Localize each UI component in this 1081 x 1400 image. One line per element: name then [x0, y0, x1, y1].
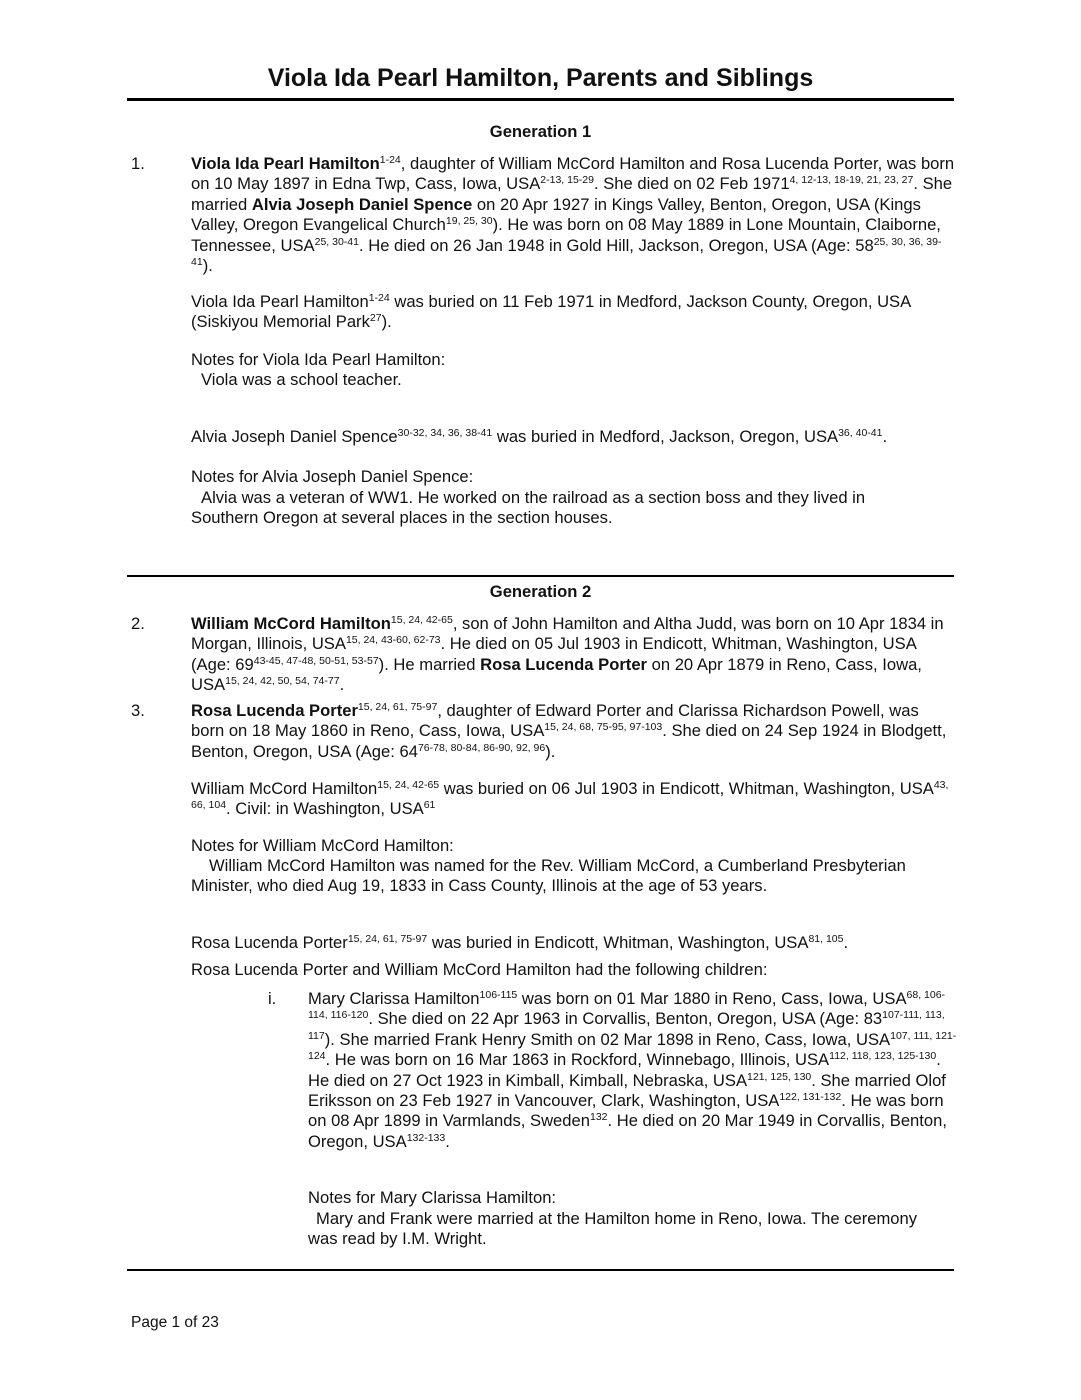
entry-text: , daughter of William McCord Hamilton and Rosa Lucenda Porter, was born on 10 May 1897 in Edna Twp, Cass, Iowa, USA	[191, 154, 955, 194]
notes-william-line: William McCord Hamilton was named for the Rev. William McCord, a Cumberland Presbyterian	[209, 856, 906, 875]
source-ref: 15, 24, 43-60, 62-73	[345, 634, 441, 647]
entry-text: ). He was born on 08 May 1889 in Lone Mountain, Claiborne, Tennessee, USA	[191, 215, 941, 255]
entry-text: .	[882, 427, 888, 446]
source-ref: 68, 106-114, 116-120	[308, 989, 946, 1022]
bottom-rule	[127, 1269, 954, 1271]
entry-text: . She died on 22 Apr 1963 in Corvallis, Benton, Oregon, USA (Age: 83	[368, 1009, 883, 1029]
person-name: William McCord Hamilton	[191, 779, 378, 798]
child-entry-mary	[308, 989, 958, 1152]
entry-text: . He died on 05 Jul 1903 in Endicott, Whitman, Washington, USA (Age: 69	[191, 634, 916, 674]
entry-number-1: 1.	[131, 154, 145, 173]
entry-text: on 20 Apr 1927 in Kings Valley, Benton, Oregon, USA (Kings Valley, Oregon Evangelical Church	[191, 194, 921, 235]
title-rule	[127, 98, 954, 101]
child-number: i.	[268, 989, 277, 1008]
notes-alvia-line: Southern Oregon at several places in the section houses.	[191, 508, 613, 527]
notes-mary-line: Mary and Frank were married at the Hamilton home in Reno, Iowa. The ceremony	[316, 1209, 918, 1228]
source-ref: 36, 40-41	[838, 427, 883, 439]
source-ref: 1-24	[379, 154, 401, 166]
person-name: Rosa Lucenda Porter	[191, 933, 348, 952]
entry-text: ).	[381, 312, 392, 332]
entry-text: . He was born on 16 Mar 1863 in Rockford, Winnebago, Illinois, USA	[325, 1050, 830, 1070]
person-name: Alvia Joseph Daniel Spence	[191, 427, 398, 446]
entry-william	[191, 614, 955, 696]
person-name: Rosa Lucenda Porter	[191, 701, 358, 720]
entry-text: , daughter of Edward Porter and Clarissa Richardson Powell, was born on 18 May 1860 in Reno, Cass, Iowa, USA	[191, 701, 919, 741]
entry-text: ). He married	[378, 654, 481, 674]
entry-text: was buried on 11 Feb 1971 in Medford, Jackson County, Oregon, USA (Siskiyou Memorial Park	[191, 292, 911, 332]
entry-text: . He died on 20 Mar 1949 in Corvallis, Benton, Oregon, USA	[308, 1111, 947, 1151]
entry-text: . She died on 02 Feb 1971	[594, 174, 790, 194]
person-name: Mary Clarissa Hamilton	[308, 989, 480, 1008]
entry-number-2: 2.	[131, 614, 145, 633]
children-intro: Rosa Lucenda Porter and William McCord Hamilton had the following children:	[191, 960, 768, 979]
source-ref: 27	[369, 312, 382, 325]
generation-1-heading: Generation 1	[489, 122, 592, 141]
entry-viola	[191, 154, 955, 276]
source-ref: 76-78, 80-84, 86-90, 92, 96	[417, 741, 546, 754]
entry-text: .	[339, 675, 345, 695]
notes-viola-text: Viola was a school teacher.	[201, 370, 402, 389]
notes-alvia-heading: Notes for Alvia Joseph Daniel Spence:	[191, 467, 474, 486]
entry-text: was buried on 06 Jul 1903 in Endicott, Whitman, Washington, USA	[439, 779, 934, 798]
source-ref: 43, 66, 104	[191, 779, 949, 812]
entry-text: . Civil: in Washington, USA	[226, 799, 424, 819]
notes-viola-heading: Notes for Viola Ida Pearl Hamilton:	[191, 350, 446, 369]
page-title: Viola Ida Pearl Hamilton, Parents and Siblings	[267, 64, 814, 92]
spouse-name: Alvia Joseph Daniel Spence	[251, 194, 473, 214]
source-ref: 106-115	[479, 989, 518, 1001]
source-ref: 122, 131-132	[779, 1091, 842, 1104]
entry-text: . He was born on 08 Apr 1899 in Varmlands, Sweden	[308, 1091, 944, 1131]
source-ref: 132-133	[406, 1131, 446, 1144]
entry-text: was born on 01 Mar 1880 in Reno, Cass, Iowa, USA	[517, 989, 907, 1008]
source-ref: 2-13, 15-29	[540, 174, 594, 187]
entry-text: , son of John Hamilton and Altha Judd, was born on 10 Apr 1834 in Morgan, Illinois, USA	[191, 614, 944, 654]
source-ref: 61	[423, 799, 436, 812]
source-ref: 4, 12-13, 18-19, 21, 23, 27	[789, 174, 914, 187]
entry-text: . She died on 24 Sep 1924 in Blodgett, Benton, Oregon, USA (Age: 64	[191, 721, 947, 761]
notes-william-heading: Notes for William McCord Hamilton:	[191, 836, 454, 855]
person-name: Viola Ida Pearl Hamilton	[191, 154, 380, 173]
entry-text: . He died on 27 Oct 1923 in Kimball, Kimball, Nebraska, USA	[308, 1050, 941, 1090]
generation-2-heading: Generation 2	[489, 582, 592, 601]
entry-text: ).	[202, 256, 213, 276]
source-ref: 25, 30, 36, 39-41	[191, 235, 942, 269]
entry-text: was buried in Medford, Jackson, Oregon, USA	[492, 427, 839, 446]
entry-number-3: 3.	[131, 701, 145, 720]
notes-alvia-line: Alvia was a veteran of WW1. He worked on the railroad as a section boss and they lived in	[201, 488, 866, 507]
entry-text: . She married	[191, 174, 953, 214]
source-ref: 15, 24, 68, 75-95, 97-103	[544, 721, 663, 734]
source-ref: 19, 25, 30	[445, 215, 493, 228]
entry-text: .	[445, 1131, 450, 1151]
entry-text: . She married Olof Eriksson on 23 Feb 1927 in Vancouver, Clark, Washington, USA	[308, 1070, 946, 1111]
notes-mary-line: was read by I.M. Wright.	[308, 1229, 487, 1248]
entry-rosa	[191, 701, 955, 762]
notes-mary-heading: Notes for Mary Clarissa Hamilton:	[308, 1188, 557, 1207]
source-ref: 43-45, 47-48, 50-51, 53-57	[253, 654, 379, 667]
entry-text: on 20 Apr 1879 in Reno, Cass, Iowa, USA	[191, 654, 922, 695]
notes-william-line: Minister, who died Aug 19, 1833 in Cass County, Illinois at the age of 53 years.	[191, 876, 768, 895]
source-ref: 1-24	[368, 292, 390, 304]
viola-burial	[191, 292, 955, 333]
source-ref: 25, 30-41	[314, 235, 359, 248]
source-ref: 107-111, 113, 117	[308, 1009, 945, 1042]
source-ref: 81, 105	[808, 933, 844, 945]
source-ref: 15, 24, 61, 75-97	[357, 701, 438, 713]
entry-text: was buried in Endicott, Whitman, Washington, USA	[427, 933, 809, 952]
spouse-name: Rosa Lucenda Porter	[480, 654, 648, 674]
source-ref: 15, 24, 42, 50, 54, 74-77	[225, 675, 340, 688]
source-ref: 15, 24, 42-65	[377, 779, 440, 791]
source-ref: 107, 111, 121-124	[308, 1029, 957, 1063]
source-ref: 15, 24, 42-65	[390, 614, 453, 626]
entry-text: ).	[545, 741, 556, 761]
person-name: Viola Ida Pearl Hamilton	[191, 292, 369, 311]
source-ref: 30-32, 34, 36, 38-41	[397, 427, 493, 439]
william-burial	[191, 779, 955, 820]
person-name: William McCord Hamilton	[191, 614, 391, 633]
entry-text: ). She married Frank Henry Smith on 02 Mar 1898 in Reno, Cass, Iowa, USA	[324, 1029, 891, 1049]
source-ref: 121, 125, 130	[747, 1070, 812, 1083]
source-ref: 15, 24, 61, 75-97	[347, 933, 428, 945]
source-ref: 112, 118, 123, 125-130	[829, 1050, 937, 1063]
entry-text: . He died on 26 Jan 1948 in Gold Hill, Jackson, Oregon, USA (Age: 58	[358, 235, 874, 255]
page-number: Page 1 of 23	[131, 1314, 219, 1331]
alvia-burial	[191, 427, 955, 447]
source-ref: 132	[589, 1111, 608, 1124]
generation-divider	[127, 575, 954, 577]
entry-text: .	[843, 933, 849, 952]
rosa-burial	[191, 933, 955, 953]
